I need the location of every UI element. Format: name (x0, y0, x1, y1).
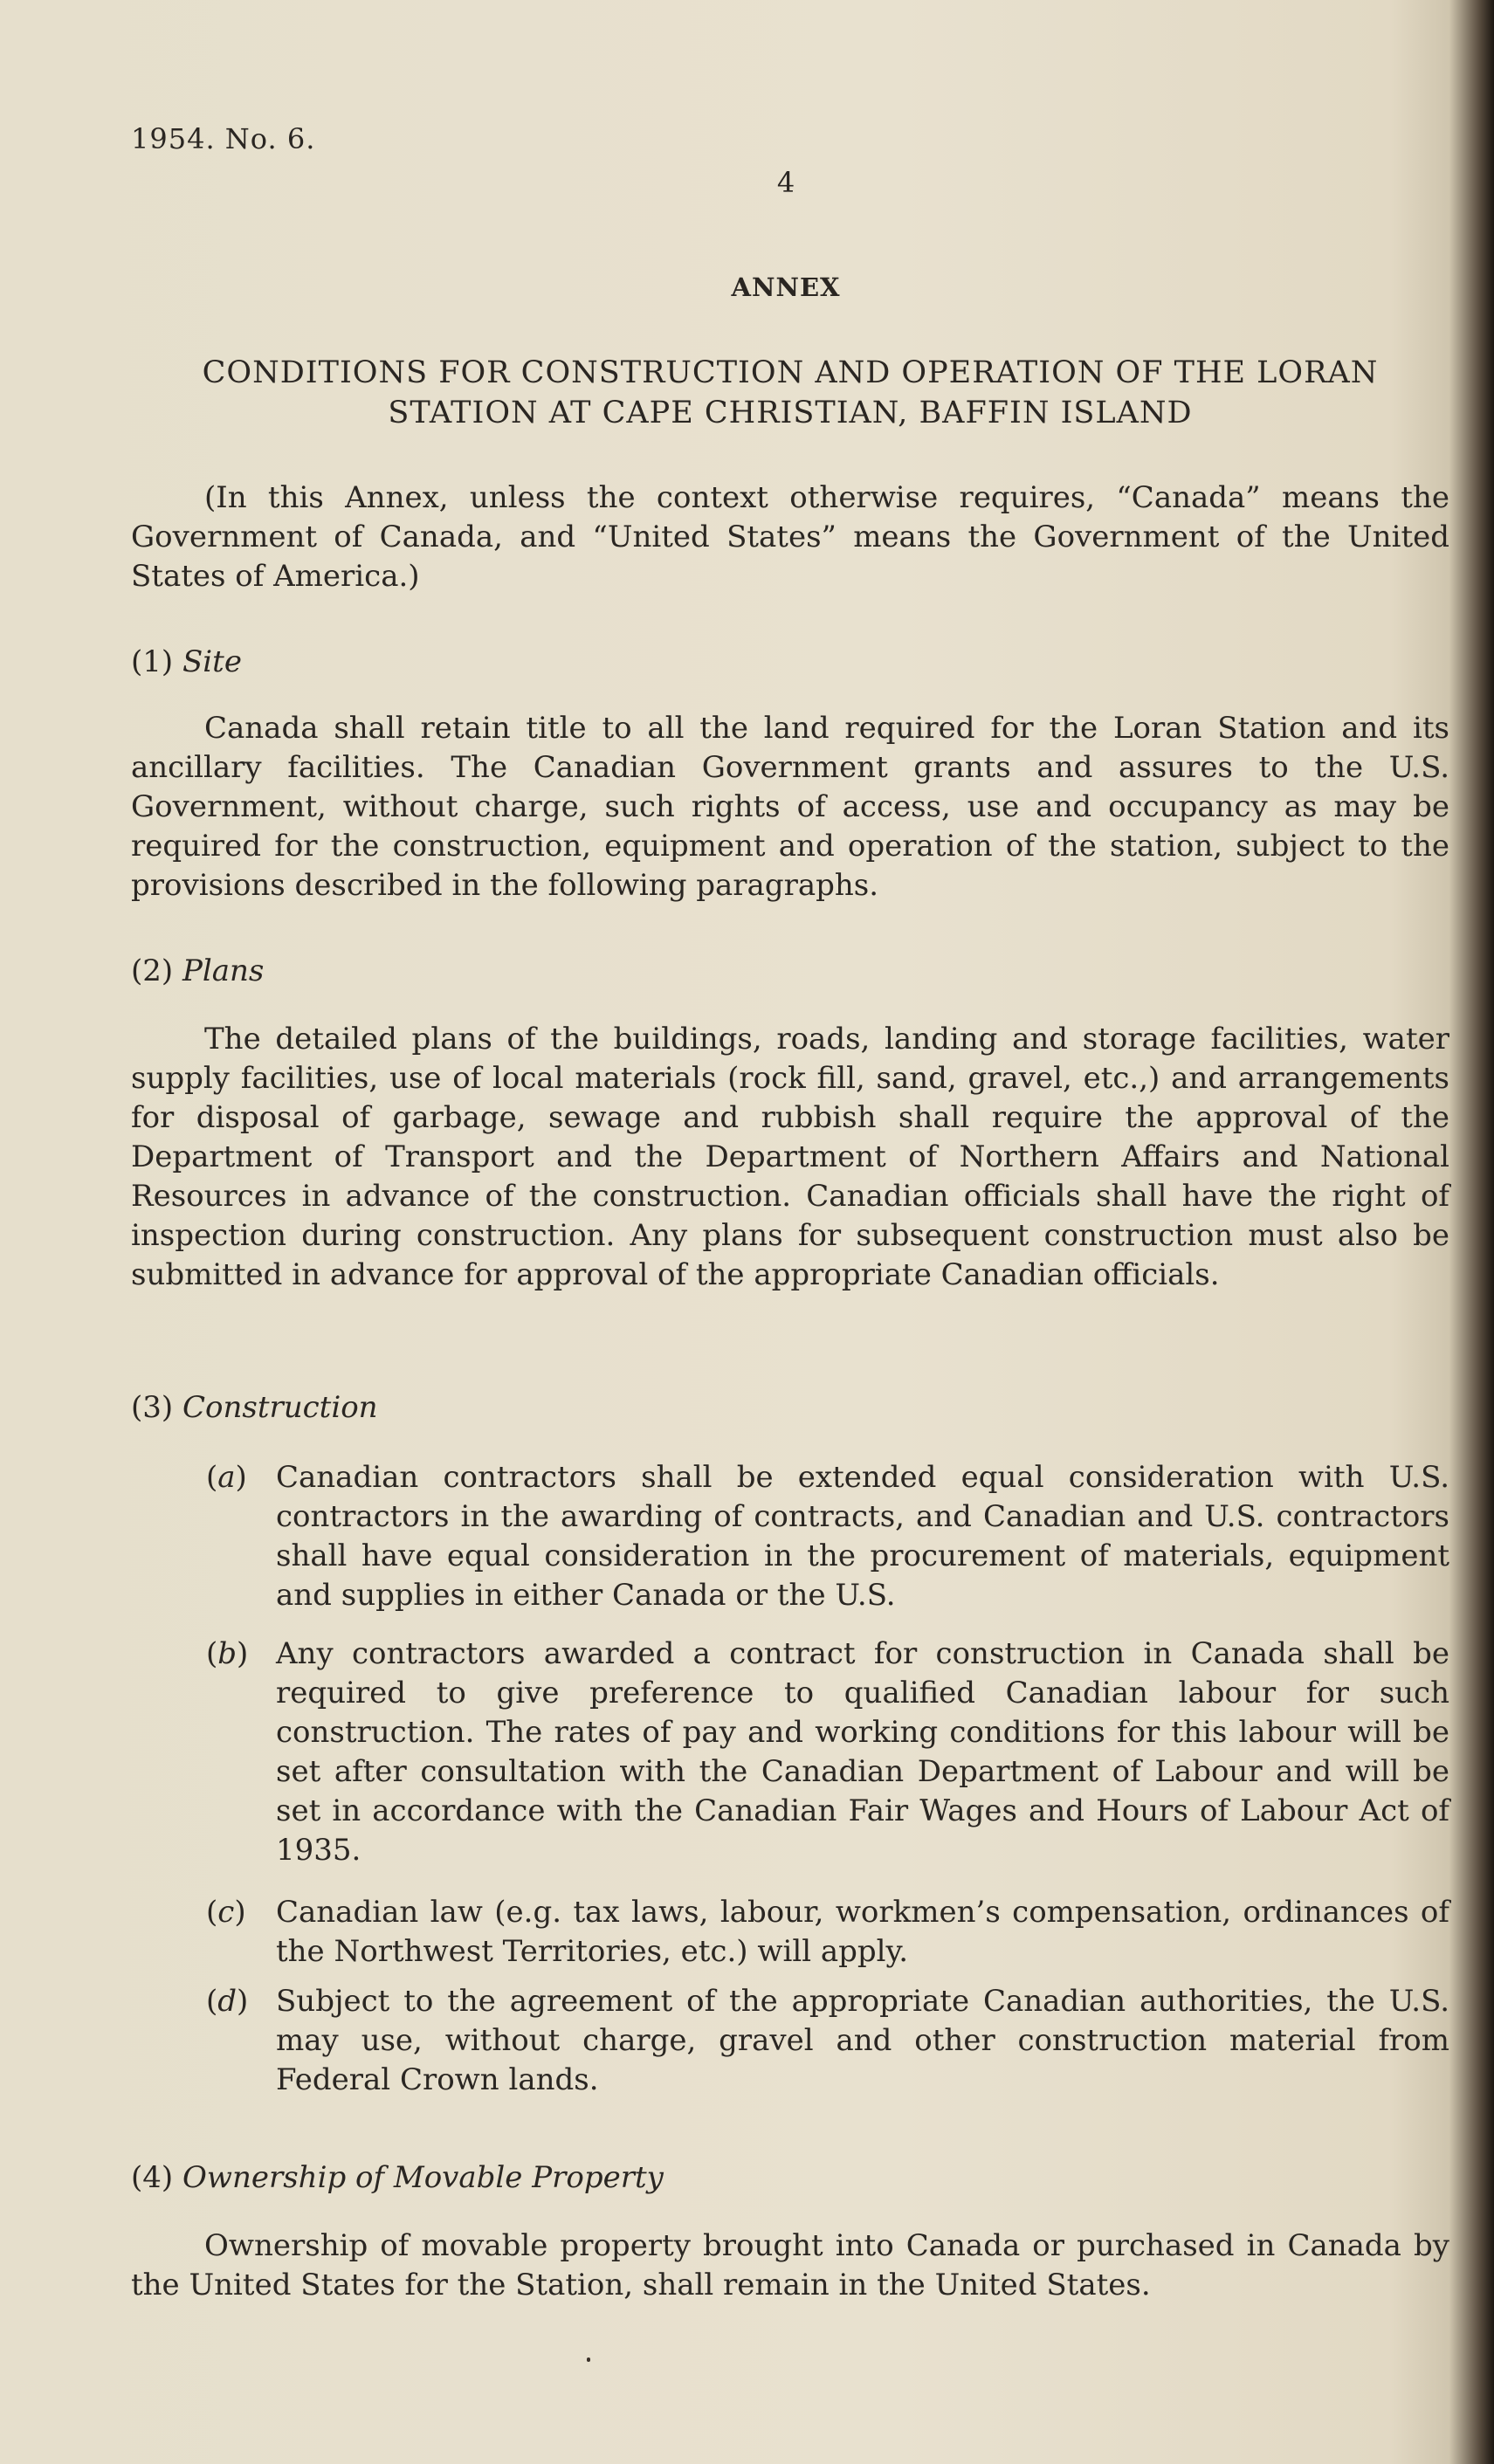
item-text: Canadian contractors shall be extended equal consideration with U.S. contractors in the awarding of contracts, and Canadian and U.S. contractors shall have equal consideration in the procurement of materials, equipment and supplies in either Canada or the U.S. (276, 1460, 1449, 1613)
document-title: CONDITIONS FOR CONSTRUCTION AND OPERATION OF THE LORAN STATION AT CAPE CHRISTIAN, BAFFIN ISLAND (202, 355, 1379, 430)
item-text: Canadian law (e.g. tax laws, labour, workmen’s compensation, ordinances of the Northwest Territories, etc.) will apply. (276, 1895, 1449, 1969)
section-title: Ownership of Movable Property (182, 2160, 664, 2195)
page-number: 4 (776, 166, 795, 199)
intro-paragraph: (In this Annex, unless the context otherwise requires, “Canada” means the Government of Canada, and “United States” means the Government of the United States of America.) (131, 480, 1449, 594)
plans-paragraph: The detailed plans of the buildings, roads, landing and storage facilities, water supply facilities, use of local materials (rock fill, sand, gravel, etc.,) and arrangements for disposal of garbage, sewage and rubbish shall require the approval of the Department of Transport and the Department of Northern Affairs and National Resources in advance of the construction. Canadian officials shall have the right of inspection during construction. Any plans for subsequent construction must also be submitted in advance for approval of the appropriate Canadian officials. (131, 1022, 1449, 1292)
ownership-paragraph: Ownership of movable property brought into Canada or purchased in Canada by the United States for the Station, shall remain in the United States. (131, 2228, 1449, 2302)
section-title: Plans (182, 953, 265, 988)
item-letter: (b) (206, 1636, 249, 1671)
section-title: Site (182, 644, 242, 679)
section-heading-site (131, 644, 242, 679)
section-number: (4) (131, 2160, 174, 2195)
item-text: Subject to the agreement of the appropriate Canadian authorities, the U.S. may use, without charge, gravel and other construction material from Federal Crown lands. (276, 1984, 1449, 2097)
construction-item-b (206, 1635, 1449, 1870)
item-letter: (a) (206, 1460, 247, 1495)
section-number: (1) (131, 644, 174, 679)
item-letter: (c) (206, 1895, 246, 1930)
construction-item-c (206, 1893, 1449, 1972)
section-title: Construction (182, 1390, 378, 1425)
item-letter: (d) (206, 1984, 249, 2019)
section-heading-ownership (131, 2160, 664, 2195)
citation: 1954. No. 6. (131, 122, 316, 155)
section-heading-plans (131, 953, 264, 988)
item-text: Any contractors awarded a contract for construction in Canada shall be required to give preference to qualified Canadian labour for such construction. The rates of pay and working conditions for this labour will be set after consultation with the Canadian Department of Labour and will be set in accordance with the Canadian Fair Wages and Hours of Labour Act of 1935. (276, 1636, 1449, 1868)
site-paragraph: Canada shall retain title to all the land required for the Loran Station and its ancillary facilities. The Canadian Government grants and assures to the U.S. Government, without charge, such rights of access, use and occupancy as may be required for the construction, equipment and operation of the station, subject to the provisions described in the following paragraphs. (131, 711, 1449, 903)
section-heading-construction (131, 1390, 378, 1425)
annex-heading: ANNEX (731, 272, 841, 302)
section-number: (2) (131, 953, 174, 988)
ink-speck (587, 2357, 590, 2362)
construction-item-d (206, 1982, 1449, 2100)
construction-item-a (206, 1458, 1449, 1615)
section-number: (3) (131, 1390, 174, 1425)
